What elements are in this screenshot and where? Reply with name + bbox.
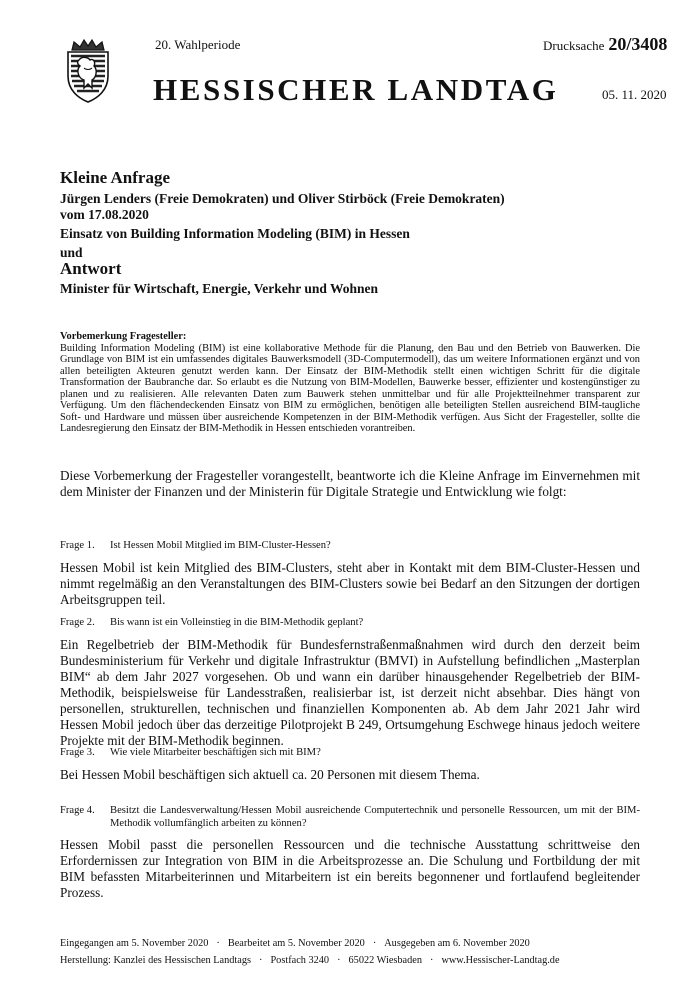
vorbemerkung-title: Vorbemerkung Fragesteller: <box>60 331 187 342</box>
footer-imprint: Herstellung: Kanzlei des Hessischen Landtags · Postfach 3240 · 65022 Wiesbaden · www.Hessischer-Landtag.de <box>60 955 560 966</box>
subject: Einsatz von Building Information Modeling (BIM) in Hessen <box>60 226 410 241</box>
answer-2: Ein Regelbetrieb der BIM-Methodik für Bundesfernstraßenmaßnahmen wird durch den derzeit beim Bundesministerium für Verkehr und digitale Infrastruktur (BMVI) in Aufstellung befindlichen „Masterplan BIM“ ab dem Jahr 2027 vorgesehen. Ob und wann ein darüber hinausgehender Regelbetrieb der BIM-Methodik, beispielsweise für Landesstraßen, realisierbar ist, ist derzeit nicht absehbar. Dies hängt von personellen, strukturellen, technischen und finanziellen Komponenten ab. Ab dem Jahr 2021 Jahr wird Hessen Mobil jedoch über das derzeitige Pilotprojekt B 249, Ortsumgehung Eschwege hinaus jedoch weitere Projekte mit der BIM-Methodik beginnen. <box>60 637 640 748</box>
document-date: 05. 11. 2020 <box>602 87 667 102</box>
question-label: Frage 2. <box>60 617 95 628</box>
document-title: HESSISCHER LANDTAG <box>153 72 559 107</box>
authors-block <box>60 191 650 223</box>
anfrage-type: Kleine Anfrage <box>60 168 171 187</box>
question-2 <box>60 617 640 630</box>
answer-1: Hessen Mobil ist kein Mitglied des BIM-Clusters, steht aber in Kontakt mit dem BIM-Cluster-Hessen und nimmt regelmäßig an den Veranstaltungen des BIM-Clusters sowie bei Bedarf an den Sitzungen der dortigen Arbeitsgruppen teil. <box>60 560 640 607</box>
question-text: Bis wann ist ein Volleinstieg in die BIM-Methodik geplant? <box>110 617 364 628</box>
question-label: Frage 1. <box>60 540 95 551</box>
intro-paragraph: Diese Vorbemerkung der Fragesteller vorangestellt, beantworte ich die Kleine Anfrage im Einvernehmen mit dem Minister der Finanzen und der Ministerin für Digitale Strategie und Entwicklung wie folgt: <box>60 468 640 499</box>
footer <box>60 935 640 969</box>
footer-city: 65022 Wiesbaden <box>348 955 422 966</box>
question-1 <box>60 540 640 553</box>
question-text: Wie viele Mitarbeiter beschäftigen sich mit BIM? <box>110 747 321 758</box>
footer-website: www.Hessischer-Landtag.de <box>441 955 560 966</box>
footer-bearbeitet: Bearbeitet am 5. November 2020 <box>227 938 365 949</box>
minister: Minister für Wirtschaft, Energie, Verkehr und Wohnen <box>60 281 379 296</box>
drucksache-number: 20/3408 <box>608 34 668 54</box>
question-text: Besitzt die Landesverwaltung/Hessen Mobil ausreichende Computertechnik und personelle Ressourcen, um mit der BIM-Methodik vollumfänglich arbeiten zu können? <box>110 805 640 829</box>
und-label: und <box>60 245 83 260</box>
footer-herstellung: Herstellung: Kanzlei des Hessischen Landtags <box>60 955 252 966</box>
antwort-heading: Antwort <box>60 259 122 278</box>
footer-ausgegeben: Ausgegeben am 6. November 2020 <box>384 938 530 949</box>
drucksache <box>543 34 667 55</box>
anfrage-date: vom 17.08.2020 <box>60 207 149 222</box>
authors: Jürgen Lenders (Freie Demokraten) und Oliver Stirböck (Freie Demokraten) <box>60 191 505 206</box>
question-text: Ist Hessen Mobil Mitglied im BIM-Cluster-Hessen? <box>110 540 331 551</box>
question-label: Frage 4. <box>60 805 95 816</box>
vorbemerkung <box>60 331 640 435</box>
wahlperiode: 20. Wahlperiode <box>155 37 241 52</box>
answer-3: Bei Hessen Mobil beschäftigen sich aktuell ca. 20 Personen mit diesem Thema. <box>60 767 480 782</box>
footer-postfach: Postfach 3240 <box>270 955 330 966</box>
footer-eingegangen: Eingegangen am 5. November 2020 <box>60 938 209 949</box>
question-label: Frage 3. <box>60 747 95 758</box>
drucksache-label: Drucksache <box>543 38 605 53</box>
question-3 <box>60 747 640 760</box>
answer-4: Hessen Mobil passt die personellen Ressourcen und die technische Ausstattung schrittweise den Erfordernissen zur Integration von BIM in die Arbeitsprozesse an. Die Schulung und Fortbildung der mit BIM befassten Mitarbeiterinnen und Mitarbeitern ist ein bereits begonnener und fortlaufend begleitender Prozess. <box>60 837 640 900</box>
question-4 <box>60 805 640 830</box>
vorbemerkung-text: Building Information Modeling (BIM) ist eine kollaborative Methode für die Planung, den Bau und den Betrieb von Bauwerken. Die Grundlage von BIM ist ein umfassendes digitales Bauwerksmodell (3D-Computermodell), das um weitere Informationen ergänzt und von allen beteiligten Akteuren genutzt werden kann. Der Einsatz der BIM-Methodik stellt einen wichtigen Schritt für die digitale Transformation der Baubranche dar. So erlaubt es die Nutzung von BIM-Modellen, Bauwerke besser, effizienter und kostengünstiger zu planen und zu realisieren. Alle relevanten Daten zum Bauwerk stehen unmittelbar und für alle Projektteilnehmer transparent zur Verfügung. Um den flächendeckenden Einsatz von BIM zu ermöglichen, benötigen alle beteiligten Stellen ausreichend BIM-taugliche Soft- und Hardware und müssen über ausreichende Kompetenzen in der BIM-Methodik verfügen. Aus Sicht der Fragesteller, sollte die Landesregierung den Einsatz der BIM-Methodik in Hessen entschieden vorantreiben. <box>60 342 640 434</box>
hessen-coat-of-arms-icon <box>62 38 114 104</box>
footer-dates: Eingegangen am 5. November 2020 · Bearbeitet am 5. November 2020 · Ausgegeben am 6. November 2020 <box>60 938 530 949</box>
